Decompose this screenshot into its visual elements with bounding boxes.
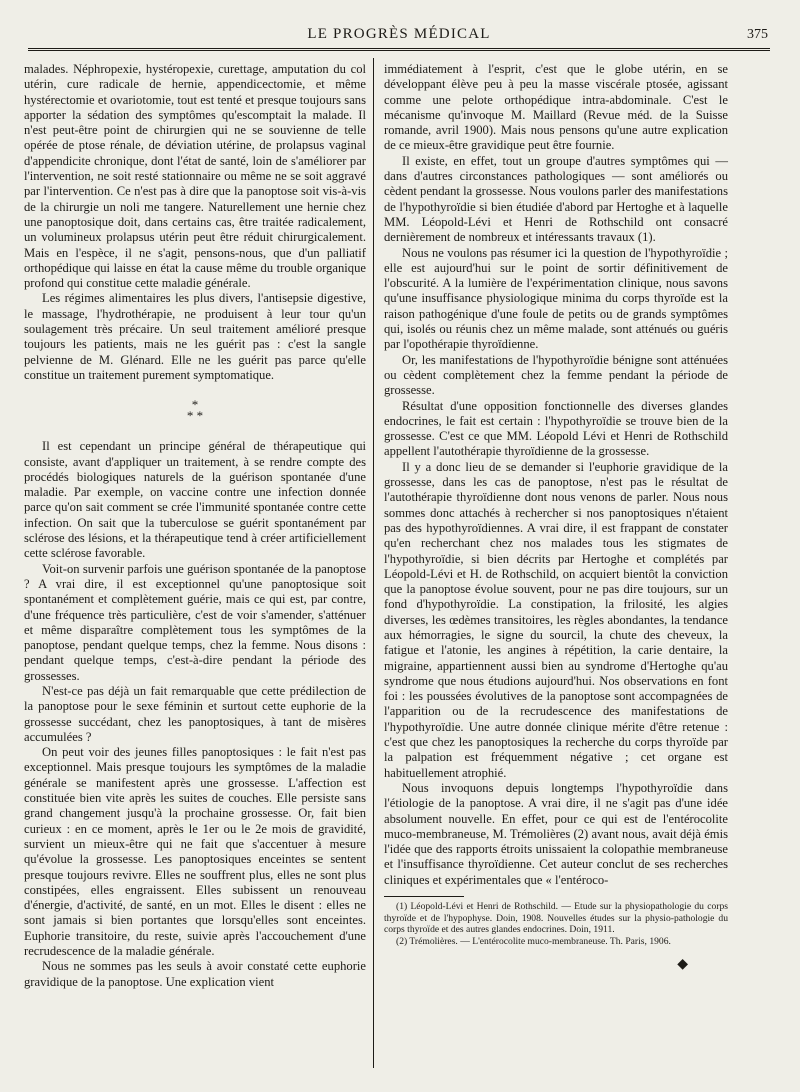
paragraph: Il y a donc lieu de se demander si l'euphorie gravidique de la grossesse, dans les cas de panoptose, n'est pas le résultat de l'autothérapie thyroïdienne dont nous venons de parler. Nous nous sommes donc attachés à rechercher si nos panoptosiques n'étaient pas des hypothyroïdiennes. A vrai dire, il est frappant de constater qu'en recherchant chez nos malades tous les stigmates de l'hypothyroïdie, si bien décrits par Hertoghe et complétés par Léopold-Lévi et H. de Rothschild, on acquiert bientôt la conviction que la panoptose évolue souvent, pour ne pas dire toujours, sur un fond d'hypothyroïdie. La constipation, la frilosité, les algies diverses, les œdèmes transitoires, les règles abondantes, la tendance aux hémorragies, le signe du sourcil, la chute des cheveux, la fatigue et l'atonie, les angines à répétition, la carie dentaire, la migraine, appartiennent aussi bien au syndrome d'Hertoghe qu'au syndrome que nous étudions aujourd'hui. Nos observations en font foi : les poussées évolutives de la panoptose sont accompagnées de l'apparition ou de la recrudescence des manifestations de l'hypothyroïdie. Une autre donnée clinique mérite d'être retenue : c'est que chez les panoptosiques la recherche du corps thyroïde par la palpation est fréquemment négative ; cet organe est habituellement atrophié. (384, 459, 728, 780)
right-column (384, 62, 728, 972)
paragraph: Il existe, en effet, tout un groupe d'autres symptômes qui — dans d'autres circonstances pathologiques — sont améliorés ou cèdent pendant la grossesse. Nous voulons parler des manifestations de l'hypothyroïdie si bien étudiée d'abord par Hertoghe et à laquelle MM. Léopold-Lévi et Henri de Rothschild ont consacré dernièrement de nombreux et intéressants travaux (1). (384, 153, 728, 245)
paragraph: Nous ne voulons pas résumer ici la question de l'hypothyroïdie ; elle est aujourd'hui sur le point de sortir définitivement de l'obscurité. A la lumière de l'expérimentation clinique, nous savons qu'une insuffisance physiologique minima du corps thyroïde est la raison pathogénique d'une foule de petits ou de grands symptômes qui, isolés ou réunis chez un même malade, sont atténués ou guéris par l'opothérapie thyroïdienne. (384, 245, 728, 352)
paragraph: Nous ne sommes pas les seuls à avoir constaté cette euphorie gravidique de la panoptose. Une explication vient (24, 959, 366, 989)
paragraph: On peut voir des jeunes filles panoptosiques : le fait n'est pas exceptionnel. Mais presque toujours les symptômes de la maladie générale se manifestent après une grossesse. L'affection est constituée bien vite après les suites de couches. Elle persiste sans grand changement jusqu'à la prochaine grossesse. Or, fait bien curieux : en ce moment, après le 1er ou le 2e mois de gravidité, survient un mieux-être qui ne fait que s'accentuer à mesure qu'évolue la grossesse. Les panoptosiques enceintes se sentent presque toujours revivre. Elles ne souffrent plus, elles ne sont plus constipées, elles engraissent. Elles subissent un renouveau d'énergie, d'activité, de santé, en un mot. Elles le disent : elles ne sont jamais si bien portantes que lorsqu'elles sont enceintes. Euphorie transitoire, du reste, suivie après l'accouchement d'une recrudescence de la maladie générale. (24, 745, 366, 959)
footnote: (1) Léopold-Lévi et Henri de Rothschild. — Etude sur la physiopathologie du corps thyroïde et de l'hypophyse. Doin, 1908. Nouvelles études sur la physio-pathologie du corps thyroïde et des autres glandes endocrines. Doin, 1911. (384, 901, 728, 936)
paragraph: immédiatement à l'esprit, c'est que le globe utérin, en se développant élève peu à peu la masse viscérale ptosée, agissant comme une pelote orthopédique intra-abdominale. C'est le mécanisme qu'invoque M. Maillard (Revue méd. de la Suisse romande, avril 1900). Mais nous pensons qu'une autre explication de ce mieux-être gravidique peut être fournie. (384, 62, 728, 153)
header-rule (28, 48, 770, 51)
paragraph: Il est cependant un principe général de thérapeutique qui consiste, avant d'appliquer un traitement, à se rendre compte des procédés biologiques naturels de la guérison spontanée d'une maladie. Par exemple, on vaccine contre une infection donnée parce qu'on sait comment se crée l'immunité spontanée contre cette infection. On sait que la tuberculose se guérit spontanément par sclérose des lésions, et la thérapeutique tend à créer artificiellement cette sclérose favorable. (24, 439, 366, 561)
left-column (24, 62, 366, 990)
asterism-bottom: * * (186, 408, 204, 424)
paragraph: Nous invoquons depuis longtemps l'hypothyroïdie dans l'étiologie de la panoptose. A vrai dire, il ne s'agit pas d'une idée absolument nouvelle. En effet, pour ce qui est de l'entérocolite muco-membraneuse, M. Trémolières (2) avant nous, avait déjà émis l'idée que des rapports étroits unissaient la colopathie membraneuse et l'insuffisance thyroïdienne. Cet auteur conclut de ses recherches cliniques et expérimentales que « l'entéroco- (384, 780, 728, 887)
footnotes (384, 901, 728, 947)
journal-title: LE PROGRÈS MÉDICAL (307, 26, 491, 42)
column-divider (373, 58, 374, 1068)
asterism-top: * (191, 397, 199, 413)
end-ornament-icon: ◆ (677, 957, 688, 973)
paragraph: Résultat d'une opposition fonctionnelle des diverses glandes endocrines, le fait est certain : l'hypothyroïdie se trouve bien de la grossesse. C'est ce que MM. Léopold Lévi et Henri de Rothschild appellent l'autothérapie thyroïdienne de la grossesse. (384, 398, 728, 459)
footnote-rule (384, 896, 464, 897)
section-separator (24, 397, 366, 424)
paragraph: malades. Néphropexie, hystéropexie, curettage, amputation du col utérin, cure radicale de hernie, appendicectomie, et même hystérectomie et ovariotomie, tout est tenté et presque toujours sans apporter la sédation des symptômes qu'escomptait la malade. Il n'est peut-être point de chirurgien qui ne se souvienne de telle opérée de ptose rénale, de déviation utérine, de prolapsus vaginal d'appendicite chronique, dont l'état de santé, loin de s'améliorer par l'intervention, ne soit resté stationnaire ou même ne se soit aggravé par l'intervention. Ce n'est pas à dire que la panoptose soit vis-à-vis de la chirurgie un noli me tangere. Naturellement une hernie chez une panoptosique doit, dans certains cas, être traitée radicalement, un volumineux prolapsus utérin peut être réduit chirurgicalement. Mais en l'espèce, il ne s'agit, pensons-nous, que d'un palliatif orthopédique qui laisse en état la cause même du trouble organique profond qui constitue cette maladie générale. (24, 62, 366, 291)
page-header (30, 22, 768, 46)
paragraph: Les régimes alimentaires les plus divers, l'antisepsie digestive, le massage, l'hydrothérapie, ne produisent à leur tour qu'un soulagement très précaire. Un seul traitement amélioré presque toujours les patients, mais ne les guérit pas : c'est la sangle pelvienne de M. Glénard. Elle ne les guérit pas parce qu'elle constitue un traitement purement symptomatique. (24, 291, 366, 382)
page-number: 375 (747, 27, 768, 42)
footnote: (2) Trémolières. — L'entérocolite muco-membraneuse. Th. Paris, 1906. (396, 935, 671, 947)
paragraph: N'est-ce pas déjà un fait remarquable que cette prédilection de la panoptose pour le sexe féminin et surtout cette euphorie de la grossesse succédant, chez les panoptosiques, à tant de misères accumulées ? (24, 683, 366, 744)
paragraph: Voit-on survenir parfois une guérison spontanée de la panoptose ? A vrai dire, il est exceptionnel qu'une panoptosique soit spontanément et complètement guérie, mais ce qui est, par contre, d'une fréquence très particulière, c'est de voir s'amender, s'atténuer et même disparaître complètement tous les symptômes de la panoptose, pendant quelque temps, chez la femme. Nous disons : pendant quelque temps, c'est-à-dire pendant la période des grossesses. (24, 561, 366, 683)
paragraph: Or, les manifestations de l'hypothyroïdie bénigne sont atténuées ou cèdent complètement chez la femme pendant la période de grossesse. (384, 352, 728, 398)
